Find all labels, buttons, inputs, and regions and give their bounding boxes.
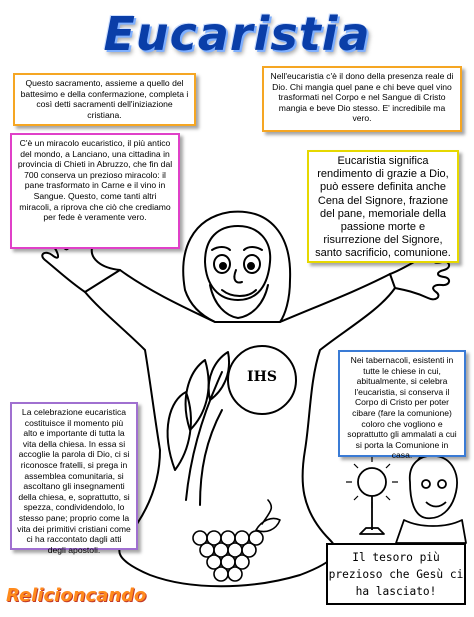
note-sacramento <box>13 73 196 126</box>
logo: Relicioncando <box>6 585 147 606</box>
host-monogram: IHS <box>247 369 277 385</box>
grapes-icon <box>193 500 280 581</box>
page-title: Eucaristia <box>103 7 371 61</box>
note-miracolo <box>10 133 180 249</box>
jesus-hair <box>183 212 290 322</box>
note-celebrazione-text: La celebrazione eucaristica costituisce il momento più alto e importante di tutta la vita della chiesa. In essa si accoglie la parola di Dio, ci si riconosce fratelli, si prega in assemblea comunitaria, si ascoltano gli insegnamenti della chiesa, e, soprattutto, si spezza, condividendolo, lo stesso pane; proprio come la vita dei primitivi cristiani come ci ha raccontato dagli atti degli apostoli. <box>17 407 131 555</box>
note-tabernacoli <box>338 350 466 461</box>
note-miracolo-text: C'è un miracolo eucaristico, il più antico del mondo, a Lanciano, una cittadina in provincia di Chieti in Abruzzo, che fin dal 700 conserva un prezioso miracolo: il pane trasformato in Carne e il vino in Sangue. Questo, come tanti altri miracoli, a riprova che ciò che crediamo per fede è veramente vero. <box>17 138 173 223</box>
note-tabernacoli-text: Nei tabernacoli, esistenti in tutte le chiese in cui, abitualmente, si celebra l'eucaristia, si conserva il Corpo di Cristo per poter cibare (fare la comunione) coloro che vogliono e soprattutto gli ammalati a cui si porta la Comunione in casa. <box>347 355 457 461</box>
pope-illustration <box>346 451 466 543</box>
caption-box: Il tesoro più prezioso che Gesù ci ha lasciato! <box>326 543 466 605</box>
wheat-icon <box>186 372 222 500</box>
note-significato-text: Eucaristia significa rendimento di grazie a Dio, può essere definita anche Cena del Signore, frazione del pane, memoriale della passione morte e risurrezione del Signore, santo sacrificio, comunione. <box>315 155 451 260</box>
note-sacramento-text: Questo sacramento, assieme a quello del battesimo e della confermazione, completa i così detti sacramenti dell'iniziazione cristiana. <box>20 78 189 120</box>
note-dono <box>262 66 462 132</box>
note-celebrazione <box>10 402 138 555</box>
note-significato <box>307 150 459 263</box>
note-dono-text: Nell'eucaristia c'è il dono della presenza reale di Dio. Chi mangia quel pane e chi beve quel vino trasformati nel Corpo e nel Sangue di Cristo mangia e beve Dio stesso. E' incredibile ma vero. <box>270 71 454 124</box>
